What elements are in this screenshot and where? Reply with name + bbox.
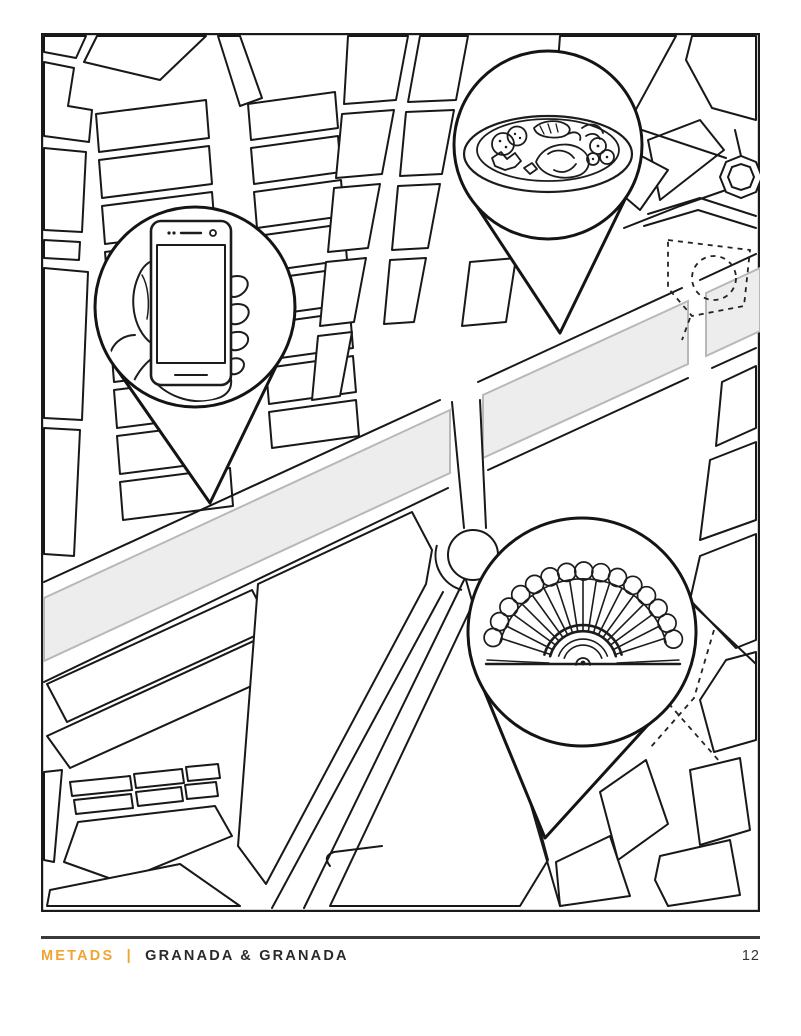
- book-title: GRANADA & GRANADA: [145, 948, 349, 964]
- city-map-illustration: [41, 33, 760, 912]
- footer: [41, 948, 760, 964]
- page-number: 12: [741, 948, 760, 964]
- footer-title: [41, 948, 349, 964]
- footer-separator: |: [126, 948, 133, 964]
- brand-label: METADS: [41, 948, 115, 964]
- footer-divider: [41, 936, 760, 939]
- octagon-roundabout: [720, 156, 760, 198]
